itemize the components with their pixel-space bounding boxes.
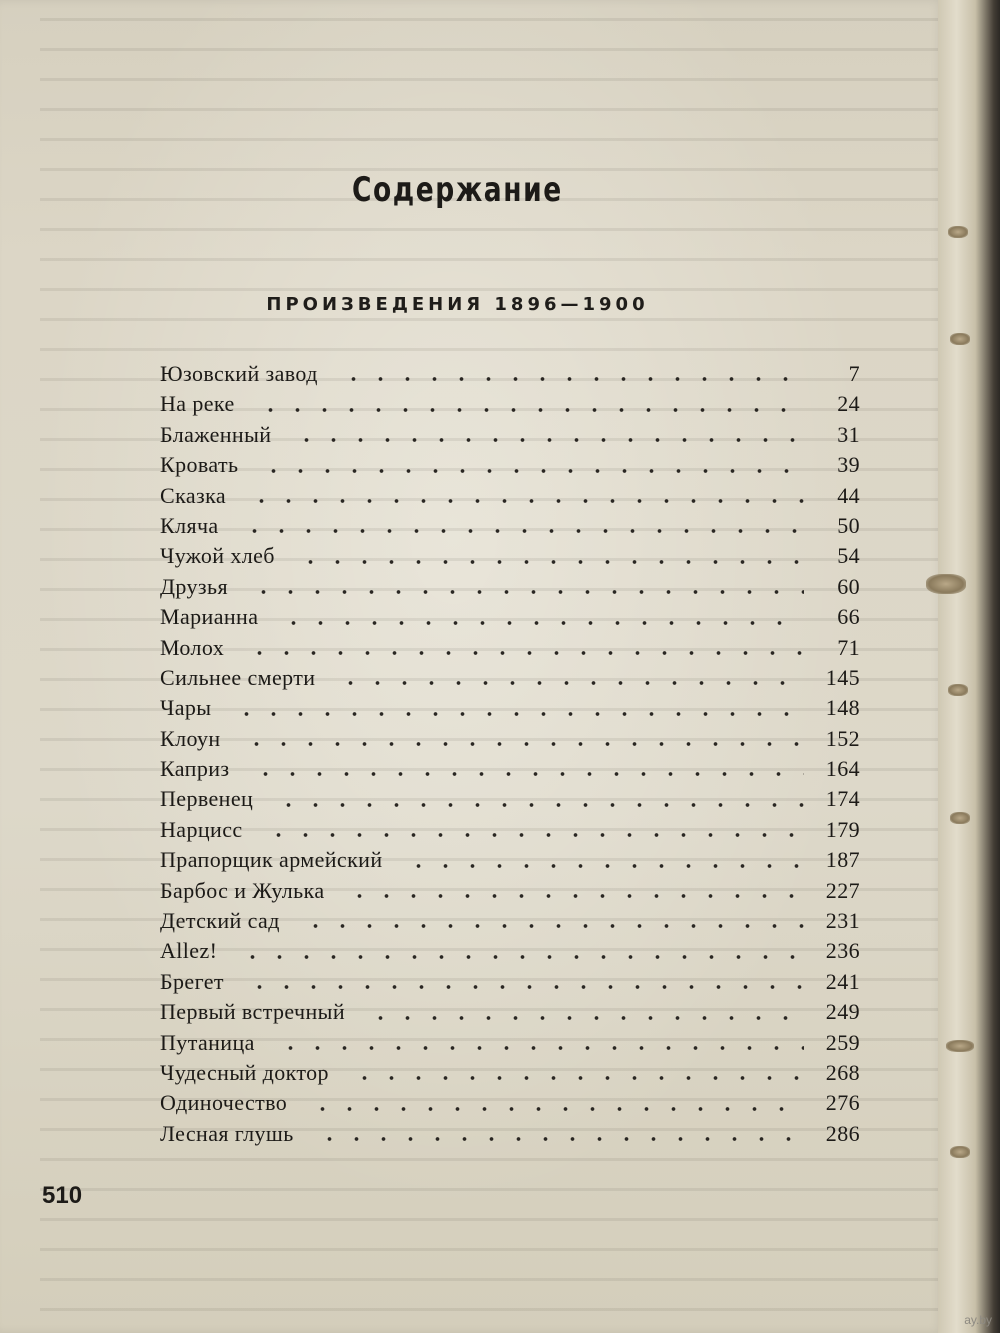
toc-entry-page: 179	[825, 816, 860, 842]
toc-entry-title: Allez!	[160, 938, 218, 964]
toc-entry-page: 60	[837, 573, 860, 599]
toc-entry-page: 249	[825, 999, 860, 1025]
toc-entry-page: 259	[825, 1029, 860, 1055]
toc-entry	[160, 1058, 860, 1088]
toc-entry-title: Кляча	[160, 512, 219, 538]
toc-entry-page: 24	[837, 391, 860, 417]
toc-entry	[160, 481, 860, 511]
toc-entry	[160, 754, 860, 784]
binding-stitch	[950, 333, 970, 345]
leader-dots	[267, 802, 804, 808]
toc-entry-page: 276	[825, 1090, 860, 1116]
binding-stitch	[948, 226, 968, 238]
toc-entry-title: Детский сад	[160, 908, 280, 934]
toc-entry-title: Чужой хлеб	[160, 543, 275, 569]
toc-entry	[160, 693, 860, 723]
leader-dots	[242, 589, 804, 595]
toc-entry-title: Одиночество	[160, 1090, 288, 1116]
book-spine-edge	[938, 0, 1000, 1333]
toc-entry-title: Брегет	[160, 968, 224, 994]
leader-dots	[294, 923, 804, 929]
binding-stitch	[926, 574, 966, 594]
toc-entry-title: Молох	[160, 634, 225, 660]
toc-entry-title: Юзовский завод	[160, 361, 318, 386]
toc-entry	[160, 420, 860, 450]
leader-dots	[233, 528, 804, 534]
leader-dots	[235, 741, 804, 747]
toc-entry	[160, 511, 860, 541]
leader-dots	[329, 680, 804, 686]
toc-entry-title: На реке	[160, 391, 235, 417]
leader-dots	[272, 620, 804, 626]
toc-entry-page: 241	[825, 968, 860, 994]
binding-stitch	[950, 812, 970, 824]
leader-dots	[308, 1136, 804, 1142]
leader-dots	[238, 984, 804, 990]
toc-entry-page: 174	[825, 786, 860, 812]
toc-entry-page: 7	[848, 361, 860, 386]
toc-entry-page: 71	[837, 634, 860, 660]
toc-entry-title: Путаница	[160, 1029, 255, 1055]
toc-entry-title: Первый встречный	[160, 999, 346, 1025]
toc-entry-page: 31	[837, 421, 860, 447]
binding-stitch	[950, 1146, 970, 1158]
leader-dots	[269, 1045, 804, 1051]
toc-entry-title: Лесная глушь	[160, 1120, 294, 1146]
binding-stitch	[948, 684, 968, 696]
toc-entry-page: 187	[825, 847, 860, 873]
toc-entry	[160, 633, 860, 663]
leader-dots	[338, 893, 804, 899]
toc-entry-page: 236	[825, 938, 860, 964]
toc-entry-page: 286	[825, 1120, 860, 1146]
leader-dots	[289, 559, 804, 565]
toc-entry-title: Блаженный	[160, 421, 272, 447]
toc-entry-page: 54	[837, 543, 860, 569]
leader-dots	[359, 1015, 804, 1021]
toc-entry	[160, 845, 860, 875]
toc-entry-title: Чудесный доктор	[160, 1059, 329, 1085]
toc-entry-page: 66	[837, 604, 860, 630]
toc-entry	[160, 450, 860, 480]
leader-dots	[231, 954, 804, 960]
toc-entry-page: 227	[825, 877, 860, 903]
toc-entry	[160, 876, 860, 906]
toc-entry-title: Первенец	[160, 786, 254, 812]
toc-entry	[160, 1028, 860, 1058]
toc-entry-title: Марианна	[160, 604, 259, 630]
toc-entry-title: Сильнее смерти	[160, 664, 316, 690]
leader-dots	[225, 711, 804, 717]
toc-entry	[160, 359, 860, 389]
toc-entry-page: 44	[837, 482, 860, 508]
page-title: Содержание	[351, 170, 563, 210]
toc-entry-page: 231	[825, 908, 860, 934]
toc-entry-page: 50	[837, 512, 860, 538]
toc-entry	[160, 1119, 860, 1149]
toc-entry-page: 145	[825, 664, 860, 690]
toc-entry-page: 152	[825, 725, 860, 751]
toc-entry	[160, 724, 860, 754]
toc-entry	[160, 967, 860, 997]
section-heading: ПРОИЗВЕДЕНИЯ 1896—1900	[266, 294, 649, 315]
toc-entry	[160, 906, 860, 936]
toc-entry-title: Нарцисс	[160, 816, 243, 842]
toc-entry-title: Чары	[160, 695, 212, 721]
leader-dots	[257, 832, 804, 838]
leader-dots	[332, 376, 804, 382]
toc-entry	[160, 602, 860, 632]
leader-dots	[343, 1075, 804, 1081]
toc-entry	[160, 1088, 860, 1118]
binding-stitch	[946, 1040, 974, 1052]
toc-entry-title: Сказка	[160, 482, 227, 508]
toc-entry-title: Клоун	[160, 725, 221, 751]
leader-dots	[238, 650, 804, 656]
table-of-contents	[160, 359, 860, 1149]
toc-entry	[160, 663, 860, 693]
leader-dots	[249, 407, 804, 413]
toc-entry	[160, 389, 860, 419]
toc-entry	[160, 997, 860, 1027]
leader-dots	[397, 863, 804, 869]
toc-entry-page: 39	[837, 452, 860, 478]
toc-entry	[160, 541, 860, 571]
toc-entry-page: 148	[825, 695, 860, 721]
toc-entry	[160, 815, 860, 845]
toc-entry-title: Барбос и Жулька	[160, 877, 325, 903]
leader-dots	[240, 498, 804, 504]
toc-entry-page: 268	[825, 1059, 860, 1085]
toc-entry-title: Друзья	[160, 573, 228, 599]
leader-dots	[244, 771, 804, 777]
leader-dots	[301, 1106, 804, 1112]
watermark-text: ay.by	[964, 1313, 992, 1327]
leader-dots	[252, 468, 804, 474]
toc-entry-title: Кровать	[160, 452, 239, 478]
toc-entry	[160, 784, 860, 814]
toc-entry-title: Прапорщик армейский	[160, 847, 383, 873]
toc-entry-page: 164	[825, 756, 860, 782]
leader-dots	[285, 437, 804, 443]
page-number: 510	[42, 1182, 83, 1209]
toc-entry-title: Каприз	[160, 756, 230, 782]
toc-entry	[160, 572, 860, 602]
toc-entry	[160, 936, 860, 966]
